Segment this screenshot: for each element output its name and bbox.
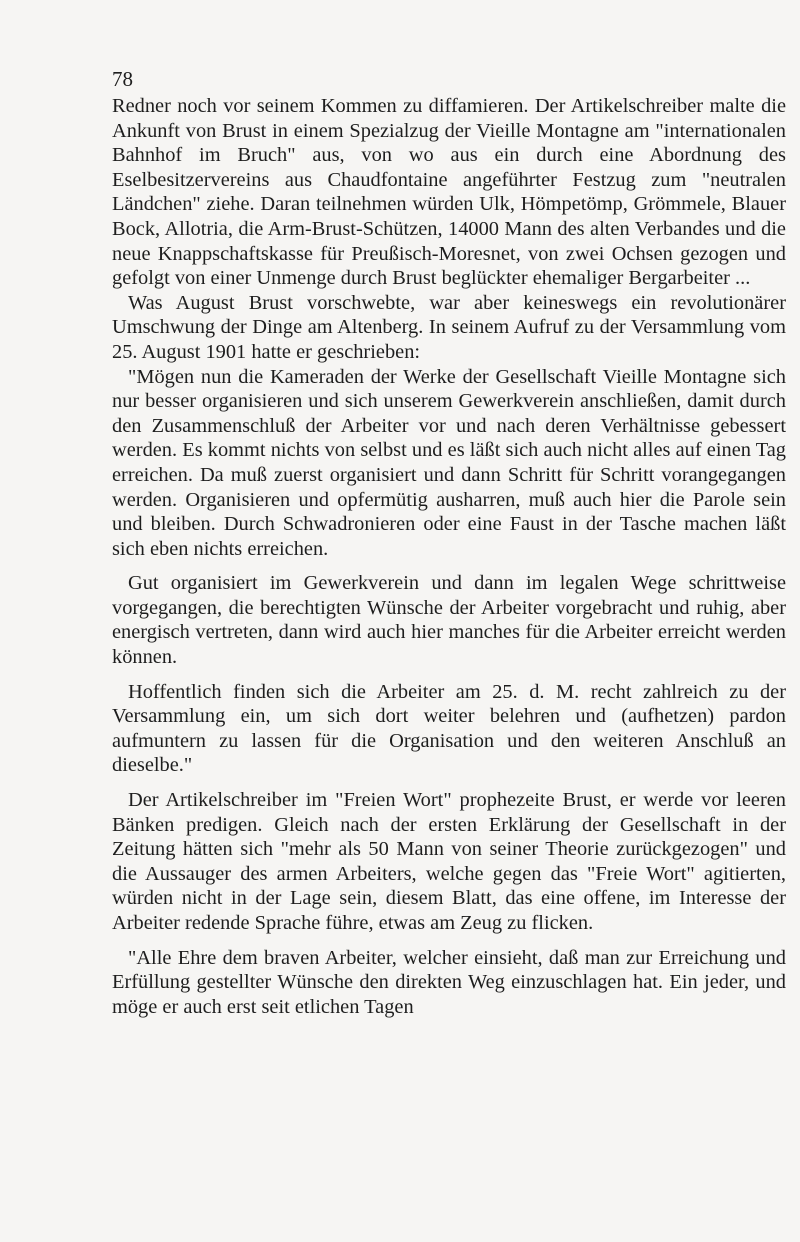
page-number: 78 (112, 67, 133, 91)
paragraph-4-quote: Gut organisiert im Gewerkverein und dann im legalen Wege schrittweise vorgegangen, die berechtigten Wünsche der Arbeiter vorgebracht und ruhig, aber energisch vertreten, dann wird auch hier manches für die Arbeiter erreicht werden können. (112, 572, 786, 669)
book-page (112, 66, 786, 1019)
paragraph-2: Was August Brust vorschwebte, war aber keineswegs ein revolutionärer Umschwung der Dinge am Altenberg. In seinem Aufruf zu der Versammlung vom 25. August 1901 hatte er geschrieben: (112, 291, 786, 363)
paragraph-7-quote: "Alle Ehre dem braven Arbeiter, welcher einsieht, daß man zur Erreichung und Erfüllung gestellter Wünsche den direkten Weg einzuschlagen hat. Ein jeder, und möge er auch erst seit etlichen Tagen (112, 946, 786, 1018)
paragraph-6: Der Artikelschreiber im "Freien Wort" prophezeite Brust, er werde vor leeren Bänken predigen. Gleich nach der ersten Erklärung der Gesellschaft in der Zeitung hätten sich "mehr als 50 Mann von seiner Theorie zurückgezogen" und die Aussauger des armen Arbeiters, welche gegen das "Freie Wort" agitierten, würden nicht in der Lage sein, diesem Blatt, das eine offene, im Interesse der Arbeiter redende Sprache führe, etwas am Zeug zu flicken. (112, 789, 786, 934)
paragraph-1: Redner noch vor seinem Kommen zu diffamieren. Der Artikelschreiber malte die Ankunft von Brust in einem Spezialzug der Vieille Montagne am "internationalen Bahnhof im Bruch" aus, von wo aus ein durch eine Abordnung des Eselbesitzervereins aus Chaudfontaine angeführter Festzug zum "neutralen Ländchen" ziehe. Daran teilnehmen würden Ulk, Hömpetömp, Grömmele, Blauer Bock, Allotria, die Arm-Brust-Schützen, 14000 Mann des alten Verbandes und die neue Knappschaftskasse für Preußisch-Moresnet, von zwei Ochsen gezogen und gefolgt von einer Unmenge durch Brust beglückter ehemaliger Bergarbeiter ... (112, 95, 786, 290)
paragraph-3-quote: "Mögen nun die Kameraden der Werke der Gesellschaft Vieille Montagne sich nur besser organisieren und sich unserem Gewerkverein anschließen, damit durch den Zusammenschluß der Arbeiter vor und nach deren Verhältnisse gebessert werden. Es kommt nichts von selbst und es läßt sich auch nicht alles auf einen Tag erreichen. Da muß zuerst organisiert und dann Schritt für Schritt vorangegangen werden. Organisieren und opfermütig ausharren, muß auch hier die Parole sein und bleiben. Durch Schwadronieren oder eine Faust in der Tasche machen läßt sich eben nichts erreichen. (112, 365, 786, 560)
paragraph-5-quote: Hoffentlich finden sich die Arbeiter am 25. d. M. recht zahlreich zu der Versammlung ein, um sich dort weiter belehren und (aufhetzen) pardon aufmuntern zu lassen für die Organisation und den weiteren Anschluß an dieselbe." (112, 680, 786, 777)
